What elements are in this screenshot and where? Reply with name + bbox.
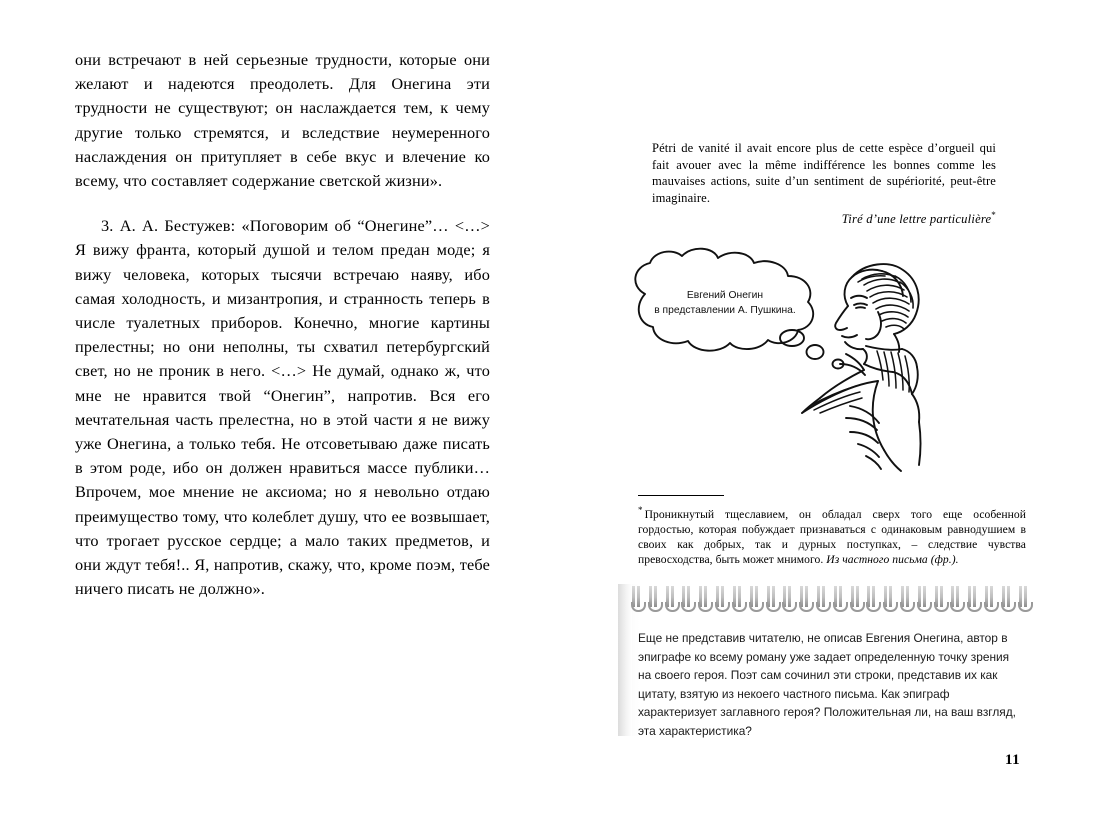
thought-bubble-line-2: в представлении А. Пушкина. (654, 304, 796, 316)
spiral-ring-icon (966, 586, 979, 612)
spiral-ring-icon (731, 586, 744, 612)
spiral-ring-icon (815, 586, 828, 612)
thought-bubble-text (625, 289, 825, 318)
spiral-ring-loop (934, 602, 949, 612)
spiral-ring-icon (748, 586, 761, 612)
epigraph-attribution (652, 207, 996, 228)
spiral-ring-icon (1000, 586, 1013, 612)
spiral-ring-loop (799, 602, 814, 612)
left-text-column (75, 48, 490, 601)
epigraph-text: Pétri de vanité il avait encore plus de cette espèce d’orgueil qui fait avouer avec la même indifférence les bonnes comme les mauvaises actions, suite d’un sentiment de supériorité, peut-être imaginaire. (652, 141, 996, 205)
spiral-ring-icon (798, 586, 811, 612)
page-number: 11 (1005, 752, 1021, 768)
spiral-ring-loop (732, 602, 747, 612)
spiral-ring-icon (832, 586, 845, 612)
spiral-ring-icon (680, 586, 693, 612)
spiral-ring-icon (647, 586, 660, 612)
spiral-ring-icon (781, 586, 794, 612)
spiral-ring-icon (983, 586, 996, 612)
spiral-ring-loop (648, 602, 663, 612)
spiral-ring-icon (765, 586, 778, 612)
spiral-ring-icon (899, 586, 912, 612)
question-box-text: Еще не представив читателю, не описав Евгения Онегина, автор в эпиграфе ко всему роману уже задает определенную точку зрения на своего героя. Поэт сам сочинил эти строки, представив их как цитату, взятую из некоего частного письма. Как эпиграф характеризует заглавного героя? Положительная ли, на ваш взгляд, эта характеристика? (638, 631, 1016, 738)
spiral-ring-loop (866, 602, 881, 612)
footnote-separator-rule (638, 495, 724, 496)
footnote-source-italic: Из частного письма (фр.). (826, 553, 959, 567)
spiral-ring-icon (1017, 586, 1030, 612)
spiral-ring-loop (1001, 602, 1016, 612)
spiral-ring-loop (950, 602, 965, 612)
right-column (610, 0, 1060, 825)
spiral-ring-icon (630, 586, 643, 612)
spiral-ring-loop (816, 602, 831, 612)
spiral-ring-icon (865, 586, 878, 612)
footnote-marker: * (638, 505, 643, 515)
spiral-ring-icon (664, 586, 677, 612)
spiral-ring-icon (949, 586, 962, 612)
spiral-ring-loop (782, 602, 797, 612)
illustration-onegin (610, 246, 1030, 476)
footnote-block (638, 503, 1026, 568)
spiral-ring-loop (883, 602, 898, 612)
paragraph-continuation: они встречают в ней серьезные трудности, которые они желают и надеются преодолеть. Для Онегина эти трудности не существуют; он наслаждается тем, к чему другие только стремятся, и вследствие неумеренного наслаждения он притупляет в себе вкус и влечение ко всему, что составляет содержание светской жизни». (75, 50, 490, 191)
footnote-text: Проникнутый тщеславием, он обладал сверх того еще особенной гордостью, которая побуждает признаваться с одинаковым равнодушием в своих как добрых, так и дурных поступках, – следствие чувства превосходства, быть может мнимого. (638, 507, 1026, 567)
spiral-ring-loop (749, 602, 764, 612)
onegin-profile-sketch-icon (610, 246, 1030, 476)
spiral-ring-loop (631, 602, 646, 612)
epigraph-attribution-text: Tiré d’une lettre particulière (841, 212, 992, 227)
spiral-ring-icon (916, 586, 929, 612)
epigraph-block (652, 140, 996, 228)
spiral-ring-loop (766, 602, 781, 612)
spiral-ring-loop (698, 602, 713, 612)
spiral-ring-icon (697, 586, 710, 612)
spiral-ring-loop (984, 602, 999, 612)
spiral-ring-icon (933, 586, 946, 612)
spiral-ring-icon (849, 586, 862, 612)
thought-bubble-line-1: Евгений Онегин (686, 290, 764, 301)
spiral-ring-loop (665, 602, 680, 612)
spiral-ring-loop (715, 602, 730, 612)
spiral-ring-loop (850, 602, 865, 612)
spiral-ring-icon (714, 586, 727, 612)
paragraph-bestuzhev: 3. А. А. Бестужев: «Поговорим об “Онегине”… <…> Я вижу франта, который душой и телом предан моде; я вижу человека, которых тысячи встречаю наяву, ибо самая холодность, и мизантропия, и странность теперь в числе туалетных приборов. Конечно, многие картины прелестны; но они неполны, ты схватил петербургский свет, но не проник в него. <…> Не думай, однако ж, что мне не нравится твой “Онегин”, напротив. Вся его мечтательная часть прелестна, но в этой части я не вижу уже Онегина, а только тебя. Не отсоветываю даже писать в этом роде, ибо он должен нравиться массе публики… Впрочем, мое мнение не аксиома; но я невольно отдаю преимущество тому, что колеблет душу, что ее возвышает, что трогает русское сердце; а мало таких предметов, и они ждут тебя!.. Я, напротив, скажу, что, кроме поэм, тебе ничего писать не должно». (75, 216, 490, 599)
epigraph-footnote-marker: * (991, 210, 996, 221)
spiral-ring-icon (882, 586, 895, 612)
spiral-ring-loop (900, 602, 915, 612)
spiral-ring-loop (833, 602, 848, 612)
notebook-spiral-binding (630, 586, 1030, 612)
spiral-ring-loop (917, 602, 932, 612)
spiral-ring-loop (681, 602, 696, 612)
spiral-ring-loop (967, 602, 982, 612)
